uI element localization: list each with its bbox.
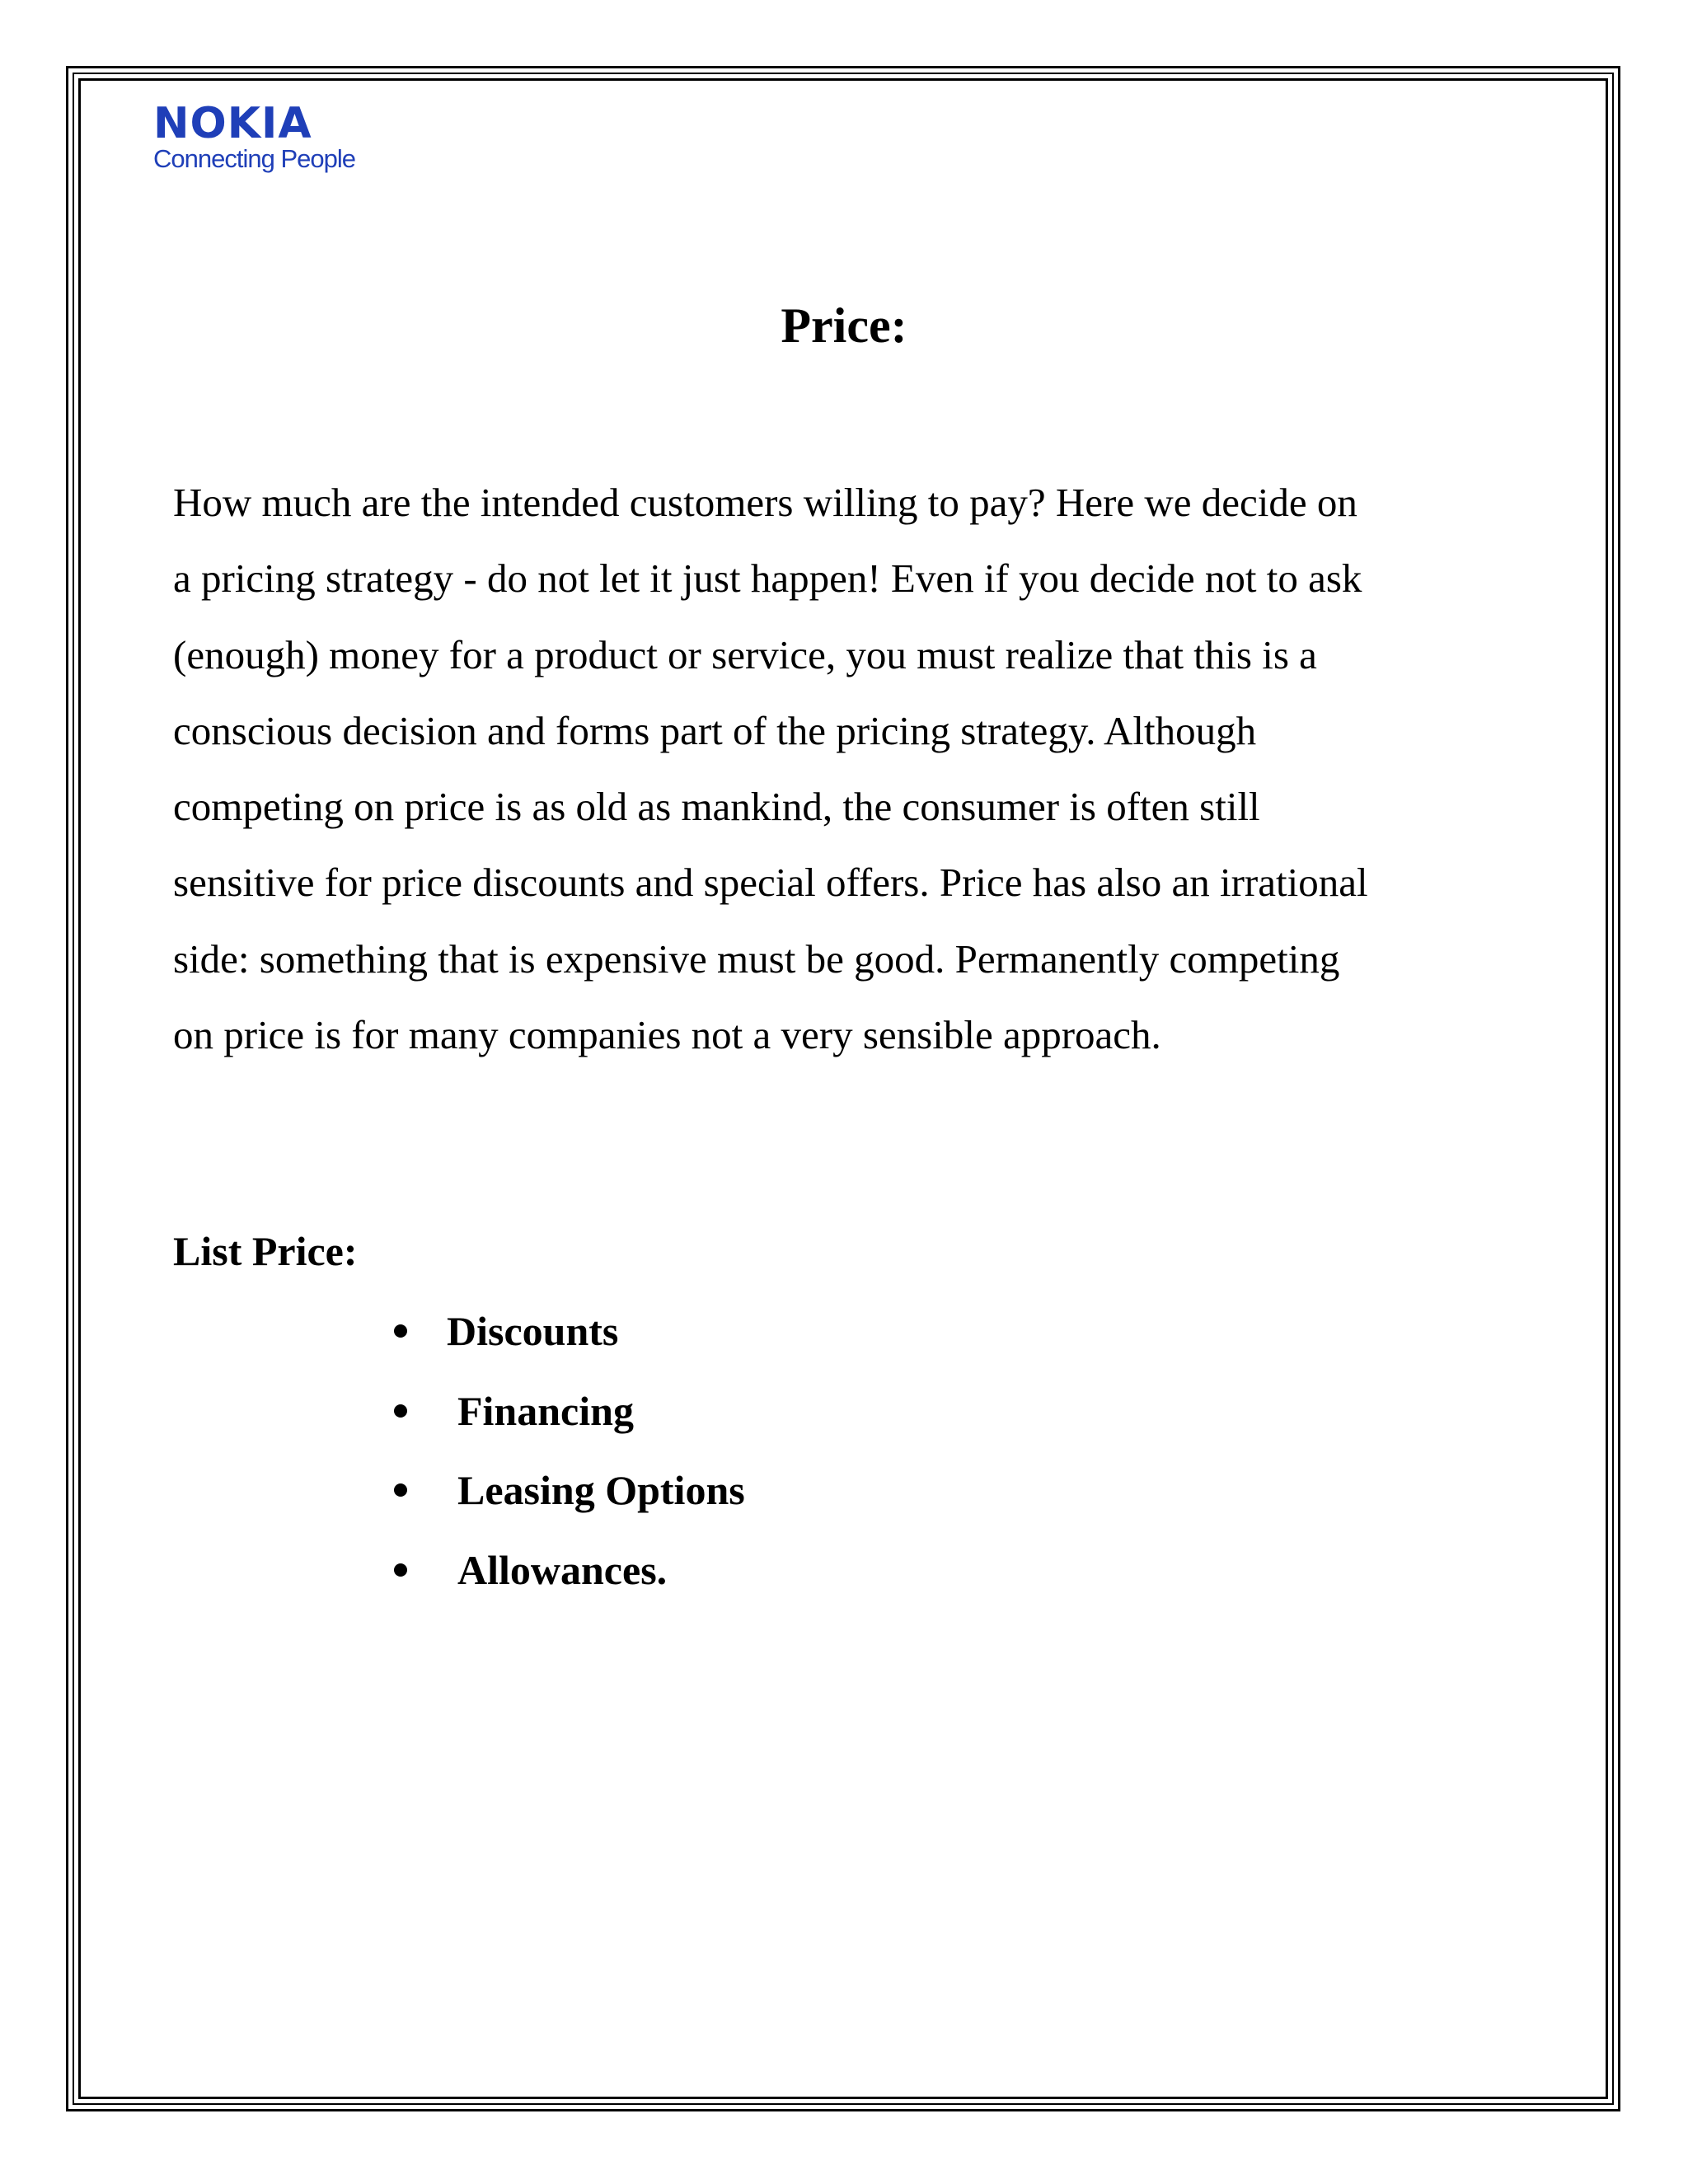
body-line: (enough) money for a product or service, you must realize that this is a bbox=[173, 631, 1317, 677]
page-border-innermost bbox=[78, 78, 1608, 2099]
body-line: a pricing strategy - do not let it just happen! Even if you decide not to ask bbox=[173, 555, 1362, 602]
body-paragraph bbox=[173, 465, 1525, 1073]
bullet-icon bbox=[394, 1483, 407, 1497]
list-item-label: Financing bbox=[457, 1387, 634, 1434]
body-line: sensitive for price discounts and special offers. Price has also an irrational bbox=[173, 860, 1368, 906]
bullet-icon bbox=[394, 1404, 407, 1418]
page-border-inner bbox=[73, 73, 1614, 2105]
body-line: conscious decision and forms part of the pricing strategy. Although bbox=[173, 707, 1257, 753]
body-line: How much are the intended customers willing to pay? Here we decide on bbox=[173, 480, 1357, 525]
nokia-logo bbox=[153, 99, 355, 175]
list-heading: List Price: bbox=[173, 1228, 358, 1274]
page-title: Price: bbox=[781, 298, 907, 353]
list-item-label: Leasing Options bbox=[457, 1467, 745, 1513]
page-border bbox=[66, 66, 1620, 2111]
body-line: side: something that is expensive must be good. Permanently competing bbox=[173, 935, 1340, 982]
bullet-icon bbox=[394, 1563, 407, 1577]
logo-wordmark: NOKIA bbox=[153, 99, 312, 148]
list-item-label: Discounts bbox=[447, 1308, 619, 1354]
logo-tagline: Connecting People bbox=[153, 144, 355, 173]
body-line: competing on price is as old as mankind, the consumer is often still bbox=[173, 784, 1260, 830]
list-item-label: Allowances. bbox=[457, 1546, 668, 1593]
body-line: on price is for many companies not a very sensible approach. bbox=[173, 1012, 1161, 1058]
bullet-icon bbox=[394, 1324, 407, 1338]
